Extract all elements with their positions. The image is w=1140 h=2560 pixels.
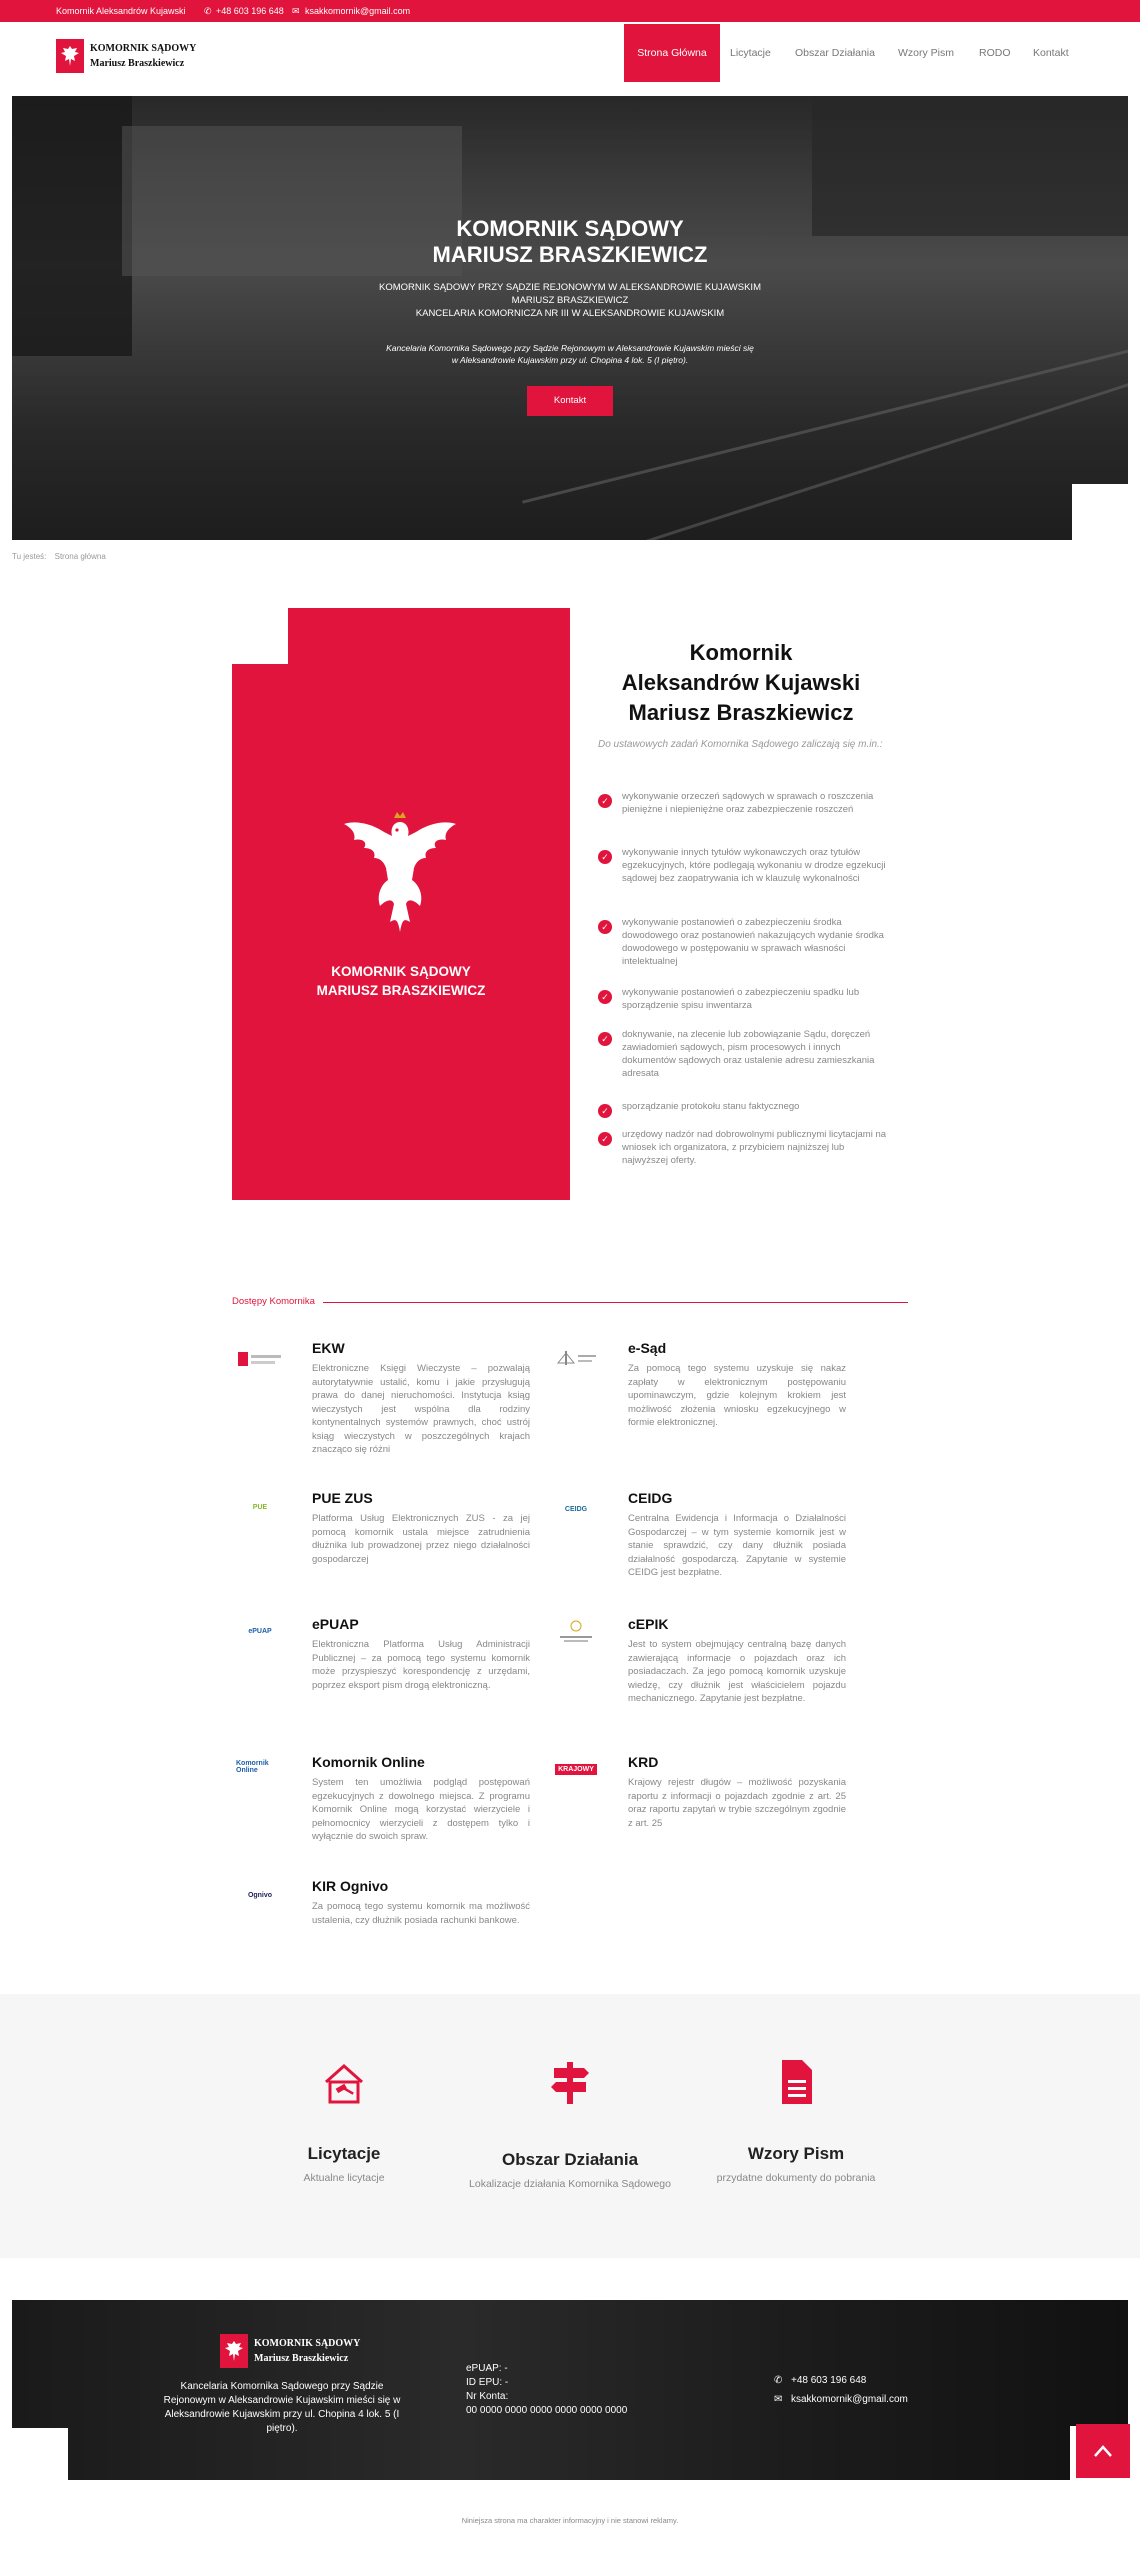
system-name: CEIDG bbox=[628, 1490, 673, 1506]
footer-id-epu: ID EPU: - bbox=[466, 2377, 509, 2388]
footer-logo-line1: KOMORNIK SĄDOWY bbox=[254, 2338, 361, 2349]
about-title-line3: Mariusz Braszkiewicz bbox=[628, 700, 854, 725]
breadcrumb-prefix: Tu jesteś: bbox=[12, 552, 47, 561]
site-header bbox=[0, 22, 1140, 84]
system-desc: Jest to system obejmujący centralną bazę danych zawierającą informacje o pojazdach oraz ich posiadaczach. Za jego pomocą komornik uzyskuje wiedzę, czy dłużnik jest właścicielem pojazdu mechanicznego. Zapytanie jest bezpłatne. bbox=[628, 1639, 846, 1704]
hero-subtitle-3: KANCELARIA KOMORNICZA NR III W ALEKSANDROWIE KUJAWSKIM bbox=[415, 308, 725, 319]
service-title-licytacje[interactable]: Licytacje bbox=[307, 2144, 381, 2163]
site-logo[interactable] bbox=[56, 39, 196, 73]
ceidg-logo-icon: CEIDG bbox=[564, 1505, 588, 1513]
topbar-phone[interactable]: +48 603 196 648 bbox=[216, 6, 284, 16]
hero-subtitle-2: MARIUSZ BRASZKIEWICZ bbox=[511, 295, 629, 306]
footer-email[interactable]: ksakkomornik@gmail.com bbox=[791, 2394, 908, 2405]
check-icon: ✓ bbox=[598, 990, 612, 1004]
nav-kontakt[interactable]: Kontakt bbox=[1033, 47, 1069, 59]
footer-logo[interactable] bbox=[220, 2334, 360, 2368]
footer-konto: 00 0000 0000 0000 0000 0000 0000 bbox=[466, 2405, 628, 2416]
auction-gavel-icon[interactable] bbox=[320, 2060, 368, 2108]
system-desc: Platforma Usług Elektronicznych ZUS - za jej pomocą komornik ustala miejsce zatrudnienia dłużnika lub prowadzonej przez niego działalności gospodarczej bbox=[312, 1513, 530, 1565]
ekw-logo-icon bbox=[236, 1344, 284, 1374]
system-desc: Elektroniczna Platforma Usług Administracji Publicznej – za pomocą tego systemu komornik może przyspieszyć korespondencję z urzędami, poprzez eksport pism drogą elektroniczną. bbox=[312, 1639, 530, 1691]
footer-logo-line2: Mariusz Braszkiewicz bbox=[254, 2353, 349, 2364]
system-desc: System ten umożliwia podgląd postępowań egzekucyjnych z dowolnego miejsca. Z programu Komornik Online mogą korzystać wierzyciele i pełnomocnicy wierzycieli z dostępem tylko i wyłącznie do swoich spraw. bbox=[312, 1777, 530, 1842]
hero-desc-1: Kancelaria Komornika Sądowego przy Sądzie Rejonowym w Aleksandrowie Kujawskim mieści się bbox=[386, 343, 754, 353]
system-name: PUE ZUS bbox=[312, 1490, 373, 1506]
dostepy-heading: Dostępy Komornika bbox=[232, 1296, 323, 1307]
nav-strona-glowna[interactable]: Strona Główna bbox=[624, 24, 720, 82]
about-title-line2: Aleksandrów Kujawski bbox=[621, 670, 861, 695]
scroll-to-top-button[interactable] bbox=[1076, 2424, 1130, 2478]
check-icon: ✓ bbox=[598, 850, 612, 864]
hero-title-line2: MARIUSZ BRASZKIEWICZ bbox=[432, 242, 708, 267]
check-icon: ✓ bbox=[598, 794, 612, 808]
top-contact-bar bbox=[0, 0, 1140, 22]
footer-address: Kancelaria Komornika Sądowego przy Sądzie Rejonowym w Aleksandrowie Kujawskim mieści się w Aleksandrowie Kujawskim przy ul. Chopina 4 lok. 5 (I piętro). bbox=[163, 2381, 401, 2434]
nav-licytacje[interactable]: Licytacje bbox=[730, 47, 771, 59]
white-eagle-emblem-icon bbox=[340, 810, 460, 938]
system-desc: Za pomocą tego systemu uzyskuje się nakaz zapłaty w elektronicznym postępowaniu upominawczym, gdzie kolejnym krokiem jest możliwość złożenia wniosku egzekucyjnego w formie elektronicznej. bbox=[628, 1363, 846, 1428]
about-box-line2: MARIUSZ BRASZKIEWICZ bbox=[316, 983, 486, 998]
krd-logo-icon: KRAJOWY bbox=[552, 1754, 600, 1784]
check-icon: ✓ bbox=[598, 1132, 612, 1146]
service-title-wzory[interactable]: Wzory Pism bbox=[747, 2144, 845, 2163]
system-name: KRD bbox=[628, 1754, 659, 1770]
service-sub-licytacje: Aktualne licytacje bbox=[303, 2172, 385, 2184]
about-title-line1: Komornik bbox=[689, 640, 793, 665]
system-desc: Krajowy rejestr długów – możliwość pozyskania raportu z informacji o pojazdach zgodnie z art. 25 oraz raportu zapytań w trybie szczególnym zgodnie z art. 25 bbox=[628, 1777, 846, 1829]
eagle-icon bbox=[220, 2334, 248, 2368]
system-desc: Elektroniczne Księgi Wieczyste – pozwalają autorytatywnie ustalić, komu i jakie przysługują prawa do danej nieruchomości. Instytucja ksiąg wieczystych jest wspólna dla rodziny kontynentalnych systemów prawnych, choć ustrój ksiąg wieczystych w poszczególnych krajach znacząco się różni bbox=[312, 1363, 530, 1455]
epuap-logo-icon: ePUAP bbox=[248, 1627, 272, 1635]
hero-contact-button[interactable]: Kontakt bbox=[527, 386, 613, 416]
hero-title-line1: KOMORNIK SĄDOWY bbox=[456, 216, 684, 241]
footer-phone[interactable]: +48 603 196 648 bbox=[791, 2375, 867, 2386]
services-section bbox=[0, 1994, 1140, 2258]
nav-wzory-pism[interactable]: Wzory Pism bbox=[898, 47, 954, 59]
document-icon[interactable] bbox=[772, 2058, 820, 2106]
breadcrumb-current[interactable]: Strona główna bbox=[54, 552, 106, 561]
footer-copyright: Niniejsza strona ma charakter informacyjny i nie stanowi reklamy. bbox=[461, 2516, 679, 2525]
hero-subtitle-1: KOMORNIK SĄDOWY PRZY SĄDZIE REJONOWYM W ALEKSANDROWIE KUJAWSKIM bbox=[379, 282, 761, 293]
system-name: KIR Ognivo bbox=[312, 1878, 389, 1894]
hero-banner bbox=[12, 96, 1128, 540]
about-intro: Do ustawowych zadań Komornika Sądowego zaliczają się m.in.: bbox=[598, 739, 883, 750]
site-footer bbox=[12, 2300, 1128, 2480]
footer-epuap: ePUAP: - bbox=[466, 2363, 508, 2374]
pue-zus-logo-icon: PUE bbox=[252, 1503, 268, 1511]
system-name: ePUAP bbox=[312, 1616, 359, 1632]
check-icon: ✓ bbox=[598, 1104, 612, 1118]
hero-desc-2: w Aleksandrowie Kujawskim przy ul. Chopina 4 lok. 5 (I piętro). bbox=[451, 355, 689, 365]
topbar-city: Komornik Aleksandrów Kujawski bbox=[56, 6, 186, 16]
system-desc: Za pomocą tego systemu komornik ma możliwość ustalenia, czy dłużnik posiada rachunki bankowe. bbox=[312, 1901, 530, 1926]
nav-rodo[interactable]: RODO bbox=[979, 47, 1011, 59]
system-name: EKW bbox=[312, 1340, 345, 1356]
logo-line2: Mariusz Braszkiewicz bbox=[90, 58, 185, 69]
service-title-obszar[interactable]: Obszar Działania bbox=[501, 2150, 639, 2169]
check-icon: ✓ bbox=[598, 1032, 612, 1046]
phone-icon: ✆ bbox=[204, 6, 212, 16]
service-sub-wzory: przydatne dokumenty do pobrania bbox=[716, 2172, 876, 2184]
mail-icon: ✉ bbox=[292, 6, 300, 16]
signpost-icon[interactable] bbox=[546, 2058, 594, 2106]
breadcrumb bbox=[12, 552, 112, 561]
chevron-up-icon bbox=[1093, 2444, 1113, 2458]
service-sub-obszar: Lokalizacje działania Komornika Sądowego bbox=[469, 2178, 671, 2190]
system-desc: Centralna Ewidencja i Informacja o Działalności Gospodarczej – w tym systemie komornik jest w stanie sprawdzić, czy dany dłużnik posiada działalność gospodarczą. Zapytanie w systemie CEIDG jest bezpłatne. bbox=[628, 1513, 846, 1578]
system-name: e-Sąd bbox=[628, 1340, 667, 1356]
footer-konto-label: Nr Konta: bbox=[466, 2391, 509, 2402]
topbar-email[interactable]: ksakkomornik@gmail.com bbox=[305, 6, 411, 16]
system-name: Komornik Online bbox=[312, 1754, 425, 1770]
cepik-logo-icon bbox=[552, 1616, 600, 1646]
nav-obszar-dzialania[interactable]: Obszar Działania bbox=[795, 47, 875, 59]
mail-icon: ✉ bbox=[774, 2394, 783, 2405]
system-name: cEPIK bbox=[628, 1616, 669, 1632]
komornik-online-logo-icon: Komornik Online bbox=[236, 1760, 269, 1774]
about-box-line1: KOMORNIK SĄDOWY bbox=[331, 964, 471, 979]
logo-line1: KOMORNIK SĄDOWY bbox=[90, 43, 197, 54]
eagle-icon bbox=[56, 39, 84, 73]
esad-logo-icon bbox=[552, 1344, 600, 1374]
phone-icon: ✆ bbox=[774, 2375, 783, 2386]
check-icon: ✓ bbox=[598, 920, 612, 934]
kir-ognivo-logo-icon: Ognivo bbox=[247, 1891, 273, 1899]
